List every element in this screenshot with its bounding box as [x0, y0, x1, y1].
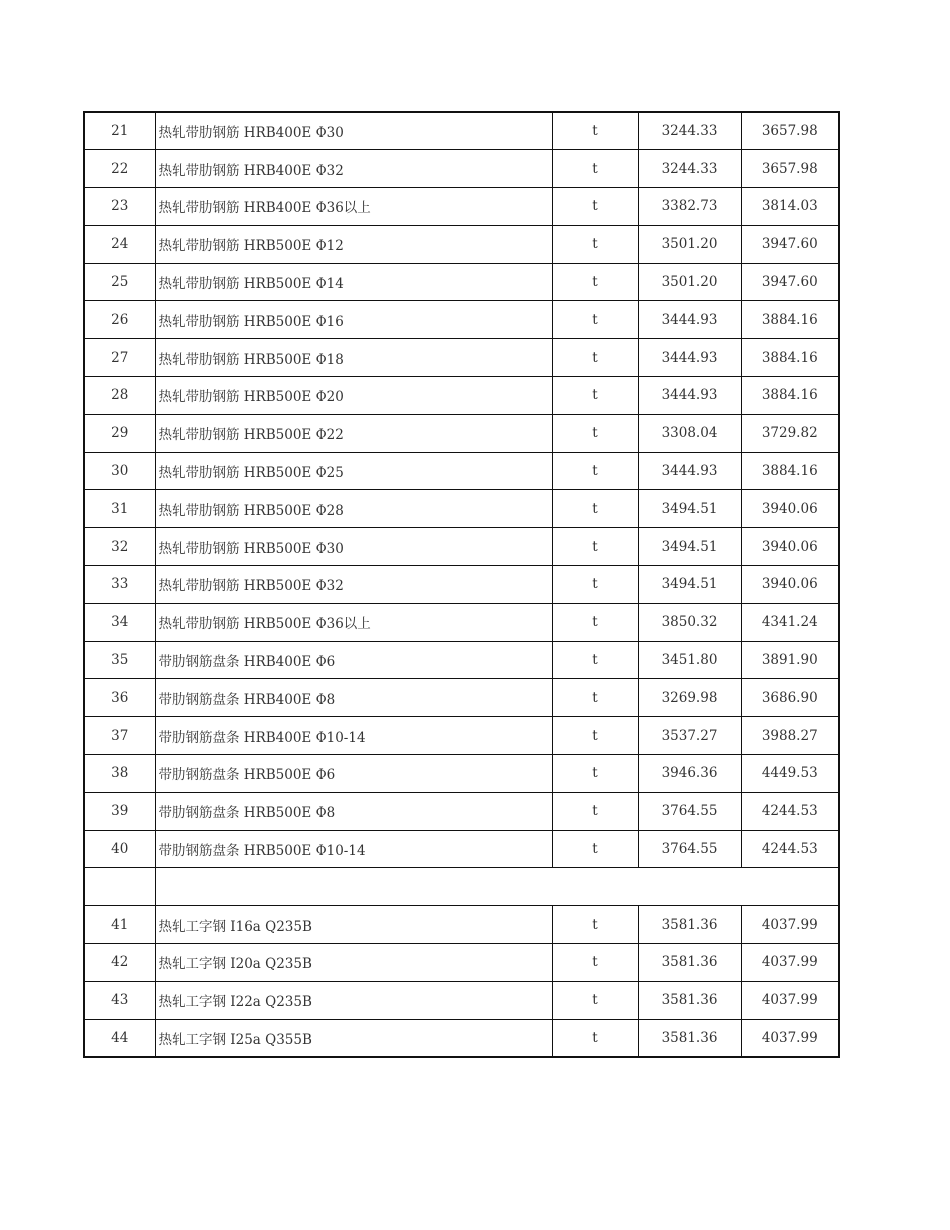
unit: t	[552, 906, 638, 944]
price-incl-tax: 4449.53	[741, 755, 839, 793]
table-row	[84, 490, 839, 528]
table-row	[84, 188, 839, 226]
unit: t	[552, 301, 638, 339]
table-row	[84, 301, 839, 339]
price-excl-tax: 3537.27	[638, 717, 741, 755]
material-name: 带肋钢筋盘条 HRB400E Φ10-14	[155, 717, 552, 755]
unit: t	[552, 603, 638, 641]
price-incl-tax: 3891.90	[741, 641, 839, 679]
row-number: 44	[84, 1019, 155, 1057]
material-name: 热轧带肋钢筋 HRB500E Φ32	[155, 566, 552, 604]
table-row	[84, 452, 839, 490]
unit: t	[552, 641, 638, 679]
unit: t	[552, 566, 638, 604]
price-incl-tax: 3940.06	[741, 566, 839, 604]
material-name: 带肋钢筋盘条 HRB500E Φ10-14	[155, 830, 552, 868]
price-incl-tax: 3686.90	[741, 679, 839, 717]
material-name: 带肋钢筋盘条 HRB400E Φ8	[155, 679, 552, 717]
price-incl-tax: 4037.99	[741, 944, 839, 982]
price-incl-tax: 3729.82	[741, 414, 839, 452]
unit: t	[552, 792, 638, 830]
price-excl-tax: 3444.93	[638, 301, 741, 339]
material-name: 热轧带肋钢筋 HRB500E Φ22	[155, 414, 552, 452]
unit: t	[552, 490, 638, 528]
material-name: 热轧带肋钢筋 HRB500E Φ18	[155, 339, 552, 377]
table-row	[84, 112, 839, 150]
table-row	[84, 944, 839, 982]
row-number: 32	[84, 528, 155, 566]
price-excl-tax: 3764.55	[638, 792, 741, 830]
unit: t	[552, 528, 638, 566]
row-number: 26	[84, 301, 155, 339]
unit: t	[552, 150, 638, 188]
unit: t	[552, 225, 638, 263]
row-number: 21	[84, 112, 155, 150]
price-incl-tax: 3947.60	[741, 225, 839, 263]
price-excl-tax: 3581.36	[638, 981, 741, 1019]
table-row	[84, 641, 839, 679]
price-excl-tax: 3581.36	[638, 944, 741, 982]
row-number: 23	[84, 188, 155, 226]
price-incl-tax: 3884.16	[741, 339, 839, 377]
material-name: 热轧带肋钢筋 HRB500E Φ28	[155, 490, 552, 528]
material-name: 热轧带肋钢筋 HRB500E Φ14	[155, 263, 552, 301]
table-row	[84, 150, 839, 188]
price-incl-tax: 3988.27	[741, 717, 839, 755]
row-number: 34	[84, 603, 155, 641]
price-excl-tax: 3501.20	[638, 225, 741, 263]
table-row	[84, 906, 839, 944]
price-excl-tax: 3444.93	[638, 377, 741, 415]
row-number: 36	[84, 679, 155, 717]
row-number: 39	[84, 792, 155, 830]
price-excl-tax: 3308.04	[638, 414, 741, 452]
price-excl-tax: 3244.33	[638, 150, 741, 188]
table-row	[84, 414, 839, 452]
price-incl-tax: 4037.99	[741, 906, 839, 944]
row-number: 41	[84, 906, 155, 944]
row-number: 42	[84, 944, 155, 982]
material-name: 热轧工字钢 I25a Q355B	[155, 1019, 552, 1057]
price-incl-tax: 3884.16	[741, 452, 839, 490]
row-number: 38	[84, 755, 155, 793]
price-incl-tax: 3884.16	[741, 377, 839, 415]
material-name: 热轧带肋钢筋 HRB500E Φ12	[155, 225, 552, 263]
table-row	[84, 377, 839, 415]
price-excl-tax: 3444.93	[638, 339, 741, 377]
unit: t	[552, 112, 638, 150]
table-row	[84, 263, 839, 301]
price-incl-tax: 3884.16	[741, 301, 839, 339]
section-title	[155, 868, 839, 906]
unit: t	[552, 717, 638, 755]
price-table-body	[84, 112, 839, 1057]
price-incl-tax: 4037.99	[741, 981, 839, 1019]
table-row	[84, 225, 839, 263]
material-name: 热轧带肋钢筋 HRB500E Φ25	[155, 452, 552, 490]
material-name: 带肋钢筋盘条 HRB400E Φ6	[155, 641, 552, 679]
price-incl-tax: 4341.24	[741, 603, 839, 641]
price-table	[83, 111, 840, 1058]
unit: t	[552, 830, 638, 868]
price-excl-tax: 3382.73	[638, 188, 741, 226]
row-number: 29	[84, 414, 155, 452]
unit: t	[552, 414, 638, 452]
price-excl-tax: 3269.98	[638, 679, 741, 717]
price-excl-tax: 3764.55	[638, 830, 741, 868]
row-number: 30	[84, 452, 155, 490]
price-excl-tax: 3494.51	[638, 566, 741, 604]
material-name: 热轧带肋钢筋 HRB400E Φ32	[155, 150, 552, 188]
unit: t	[552, 679, 638, 717]
price-excl-tax: 3494.51	[638, 528, 741, 566]
price-incl-tax: 3657.98	[741, 112, 839, 150]
unit: t	[552, 377, 638, 415]
unit: t	[552, 452, 638, 490]
material-name: 带肋钢筋盘条 HRB500E Φ6	[155, 755, 552, 793]
unit: t	[552, 755, 638, 793]
table-row	[84, 830, 839, 868]
table-row	[84, 981, 839, 1019]
unit: t	[552, 339, 638, 377]
price-excl-tax: 3494.51	[638, 490, 741, 528]
price-excl-tax: 3581.36	[638, 906, 741, 944]
section-row-number	[84, 868, 155, 906]
table-row	[84, 528, 839, 566]
table-row	[84, 566, 839, 604]
table-row	[84, 339, 839, 377]
row-number: 28	[84, 377, 155, 415]
table-row	[84, 792, 839, 830]
row-number: 25	[84, 263, 155, 301]
table-row	[84, 1019, 839, 1057]
material-name: 热轧工字钢 I20a Q235B	[155, 944, 552, 982]
row-number: 27	[84, 339, 155, 377]
material-name: 热轧工字钢 I22a Q235B	[155, 981, 552, 1019]
price-excl-tax: 3244.33	[638, 112, 741, 150]
unit: t	[552, 188, 638, 226]
row-number: 37	[84, 717, 155, 755]
row-number: 35	[84, 641, 155, 679]
unit: t	[552, 263, 638, 301]
unit: t	[552, 1019, 638, 1057]
table-row	[84, 679, 839, 717]
price-incl-tax: 4037.99	[741, 1019, 839, 1057]
price-excl-tax: 3451.80	[638, 641, 741, 679]
table-row	[84, 603, 839, 641]
material-name: 热轧带肋钢筋 HRB400E Φ30	[155, 112, 552, 150]
row-number: 31	[84, 490, 155, 528]
table-row	[84, 755, 839, 793]
price-incl-tax: 3940.06	[741, 528, 839, 566]
price-excl-tax: 3444.93	[638, 452, 741, 490]
row-number: 43	[84, 981, 155, 1019]
material-name: 热轧带肋钢筋 HRB500E Φ30	[155, 528, 552, 566]
price-incl-tax: 3657.98	[741, 150, 839, 188]
row-number: 22	[84, 150, 155, 188]
unit: t	[552, 981, 638, 1019]
price-excl-tax: 3501.20	[638, 263, 741, 301]
price-incl-tax: 4244.53	[741, 830, 839, 868]
section-separator-row	[84, 868, 839, 906]
material-name: 热轧带肋钢筋 HRB500E Φ36以上	[155, 603, 552, 641]
price-excl-tax: 3581.36	[638, 1019, 741, 1057]
price-excl-tax: 3850.32	[638, 603, 741, 641]
table-row	[84, 717, 839, 755]
price-excl-tax: 3946.36	[638, 755, 741, 793]
price-incl-tax: 3940.06	[741, 490, 839, 528]
row-number: 33	[84, 566, 155, 604]
material-name: 热轧带肋钢筋 HRB400E Φ36以上	[155, 188, 552, 226]
row-number: 40	[84, 830, 155, 868]
price-incl-tax: 3947.60	[741, 263, 839, 301]
material-name: 热轧带肋钢筋 HRB500E Φ20	[155, 377, 552, 415]
material-name: 热轧工字钢 I16a Q235B	[155, 906, 552, 944]
unit: t	[552, 944, 638, 982]
row-number: 24	[84, 225, 155, 263]
material-name: 带肋钢筋盘条 HRB500E Φ8	[155, 792, 552, 830]
price-incl-tax: 3814.03	[741, 188, 839, 226]
material-name: 热轧带肋钢筋 HRB500E Φ16	[155, 301, 552, 339]
price-incl-tax: 4244.53	[741, 792, 839, 830]
